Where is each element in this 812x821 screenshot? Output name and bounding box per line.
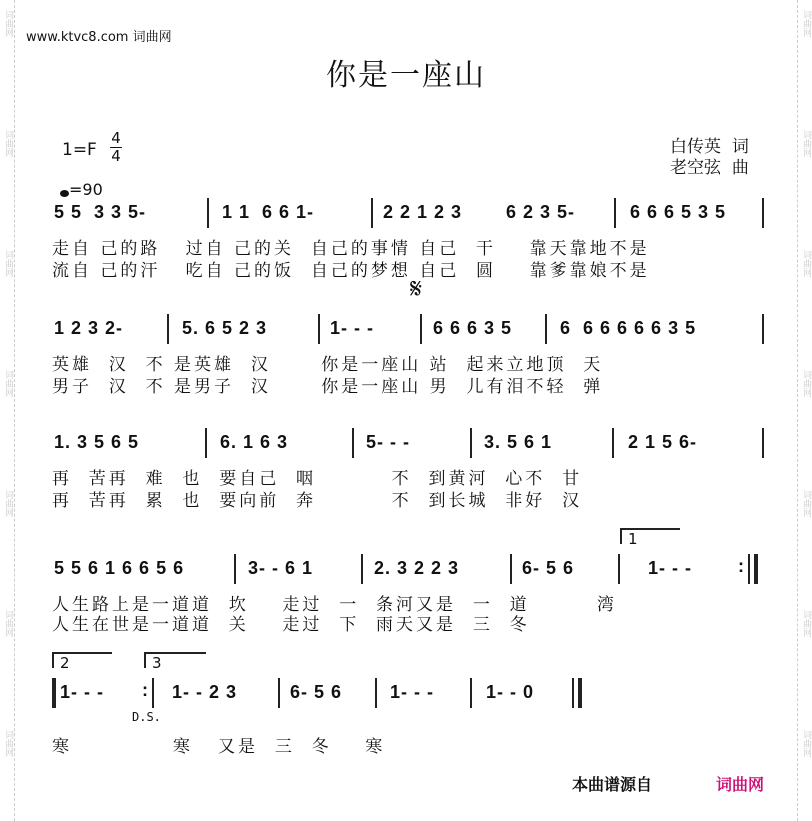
measure: 2. 3 2 2 3 — [374, 558, 460, 578]
barline — [371, 198, 373, 228]
edge-watermark: 词曲网 — [801, 490, 811, 517]
edge-watermark: 词曲网 — [3, 250, 13, 277]
lyricist-name: 白传英 — [670, 137, 721, 157]
measure: 1 2 3 2- — [54, 318, 124, 338]
measure: 5. 6 5 2 3 — [182, 318, 268, 338]
measure: 3. 5 6 1 — [484, 432, 553, 452]
barline — [318, 314, 320, 344]
barline — [762, 428, 764, 458]
lyric-verse-1: 寒 寒 又是 三 冬 寒 — [52, 737, 386, 757]
barline — [167, 314, 169, 344]
edge-watermark: 词曲网 — [801, 130, 811, 157]
repeat-start-barline — [52, 678, 56, 708]
measure: 1- - - — [390, 682, 434, 702]
time-denominator: 4 — [111, 147, 121, 165]
barline — [205, 428, 207, 458]
edge-watermark: 词曲网 — [801, 730, 811, 757]
brand-logo: 词曲网 — [716, 775, 765, 794]
measure: 1- - - — [60, 682, 104, 702]
barline — [470, 428, 472, 458]
edge-watermark: 词曲网 — [3, 370, 13, 397]
measure: 5 5 6 1 6 6 5 6 — [54, 558, 185, 578]
measure: 6 6 6 5 3 5 — [630, 202, 727, 222]
lyric-verse-2: 再 苦再 累 也 要向前 奔 不 到长城 非好 汉 — [52, 491, 583, 511]
site-watermark: www.ktvc8.com 词曲网 — [26, 30, 172, 45]
measure: 6 6 6 3 5 — [433, 318, 513, 338]
barline — [618, 554, 620, 584]
barline — [510, 554, 512, 584]
measure: 3- - 6 1 — [248, 558, 314, 578]
barline — [572, 678, 574, 708]
lyric-verse-2: 人生在世是一道道 关 走过 下 雨天又是 三 冬 — [52, 615, 530, 635]
time-numerator: 4 — [111, 129, 121, 147]
measure: 6. 1 6 3 — [220, 432, 289, 452]
edge-watermark: 词曲网 — [801, 10, 811, 37]
edge-watermark: 词曲网 — [801, 250, 811, 277]
edge-watermark: 词曲网 — [3, 130, 13, 157]
lyric-verse-1: 再 苦再 难 也 要自己 咽 不 到黄河 心不 甘 — [52, 469, 583, 489]
repeat-dots: : — [738, 556, 745, 576]
source-label: 本曲谱源自 — [572, 775, 653, 794]
measure: 1- - 0 — [486, 682, 535, 702]
measure: 1- - 2 3 — [172, 682, 238, 702]
barline — [612, 428, 614, 458]
measure: 2 2 1 2 3 — [383, 202, 463, 222]
edge-watermark: 词曲网 — [3, 730, 13, 757]
edge-watermark: 词曲网 — [3, 10, 13, 37]
lyric-verse-1: 人生路上是一道道 坎 走过 一 条河又是 一 道 湾 — [52, 595, 617, 615]
barline — [762, 314, 764, 344]
barline — [152, 678, 154, 708]
edge-watermark: 词曲网 — [801, 370, 811, 397]
barline — [614, 198, 616, 228]
edge-watermark: 词曲网 — [801, 610, 811, 637]
volta-bracket-1: 1 — [620, 528, 680, 544]
composer-credit — [670, 153, 749, 178]
volta-bracket-3: 3 — [144, 652, 206, 668]
segno-icon: 𝄋 — [410, 272, 423, 305]
dal-segno-marking: D.S. — [132, 710, 161, 724]
right-watermark-strip — [797, 0, 812, 821]
measure: 2 1 5 6- — [628, 432, 698, 452]
barline — [352, 428, 354, 458]
repeat-end-barline — [754, 554, 758, 584]
measure: 1- - - — [648, 558, 692, 578]
time-signature — [110, 130, 122, 165]
lyric-verse-1: 走自 己的路 过自 己的关 自己的事情 自己 干 靠天靠地不是 — [52, 239, 650, 259]
barline — [375, 678, 377, 708]
repeat-dots: : — [142, 680, 149, 700]
barline — [234, 554, 236, 584]
measure: 5- - - — [366, 432, 410, 452]
barline — [420, 314, 422, 344]
measure: 6 2 3 5- — [506, 202, 576, 222]
lyric-verse-2: 流自 己的汗 吃自 己的饭 自己的梦想 自己 圆 靠爹靠娘不是 — [52, 261, 650, 281]
barline — [545, 314, 547, 344]
lyric-verse-2: 男子 汉 不 是男子 汉 你是一座山 男 儿有泪不轻 弹 — [52, 377, 604, 397]
left-watermark-strip — [0, 0, 15, 821]
lyric-verse-1: 英雄 汉 不 是英雄 汉 你是一座山 站 起来立地顶 天 — [52, 355, 604, 375]
composer-role: 曲 — [731, 158, 749, 178]
barline — [207, 198, 209, 228]
barline — [361, 554, 363, 584]
key-signature: 1=F — [62, 140, 97, 160]
barline — [762, 198, 764, 228]
measure: 6 6 6 6 6 6 3 5 — [560, 318, 697, 338]
tempo: =90 — [60, 180, 103, 199]
composer-name: 老空弦 — [670, 158, 721, 178]
edge-watermark: 词曲网 — [3, 610, 13, 637]
measure: 1- - - — [330, 318, 374, 338]
final-barline — [578, 678, 582, 708]
barline — [470, 678, 472, 708]
measure: 1. 3 5 6 5 — [54, 432, 140, 452]
measure: 5 5 3 3 5- — [54, 202, 147, 222]
edge-watermark: 词曲网 — [3, 490, 13, 517]
lyricist-role: 词 — [731, 137, 749, 157]
measure: 6- 5 6 — [290, 682, 343, 702]
measure: 6- 5 6 — [522, 558, 575, 578]
volta-bracket-2: 2 — [52, 652, 112, 668]
quarter-note-icon — [60, 190, 69, 197]
measure: 1 1 6 6 1- — [222, 202, 315, 222]
barline — [748, 554, 750, 584]
barline — [278, 678, 280, 708]
song-title: 你是一座山 — [326, 58, 486, 93]
